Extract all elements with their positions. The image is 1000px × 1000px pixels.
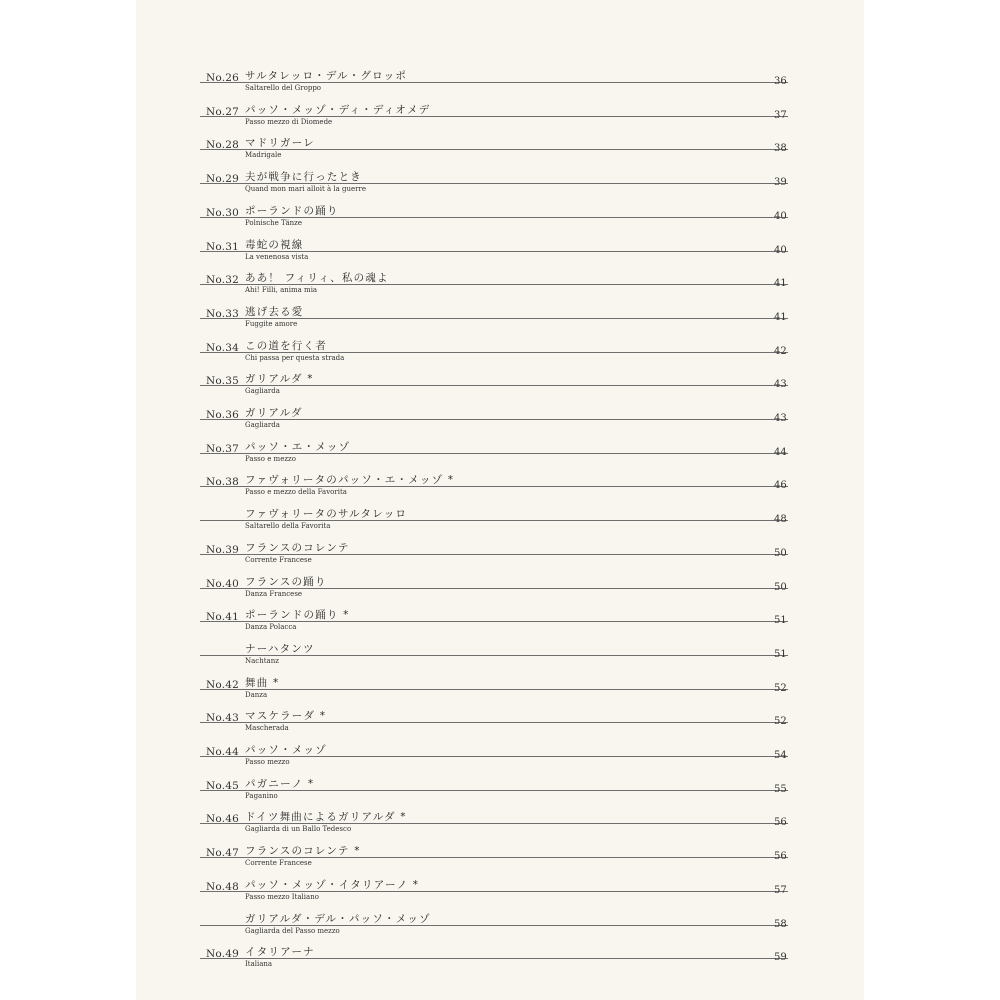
toc-entry [200,607,788,641]
entry-number: No.34 [206,341,240,354]
entry-japanese-title: 逃げ去る愛 [245,305,304,318]
leader-rule [200,891,788,892]
toc-entry [200,304,788,338]
entry-page-number: 48 [774,514,787,526]
entry-page-number: 38 [774,143,787,155]
entry-japanese-title: ファヴォリータのパッソ・エ・メッゾ * [245,474,455,487]
entry-original-title: Paganino [245,791,278,800]
leader-rule [200,925,788,926]
entry-page-number: 59 [774,952,787,964]
entry-page-number: 43 [774,379,787,391]
entry-page-number: 58 [774,918,787,930]
entry-original-title: Saltarello della Favorita [245,522,331,531]
entry-japanese-title: この道を行く者 [245,339,327,352]
entry-japanese-title: フランスの踊り [245,575,327,588]
entry-page-number: 41 [774,278,787,290]
entry-page-number: 41 [774,311,787,323]
entry-number: No.29 [206,173,240,186]
toc-entry [200,135,788,169]
leader-rule [200,486,788,487]
entry-original-title: Chi passa per questa strada [245,353,345,362]
entry-number: No.31 [206,240,240,253]
leader-rule [200,116,788,117]
leader-rule [200,857,788,858]
toc-entry [200,506,788,540]
entry-japanese-title: ああ！ フィリィ、私の魂よ [245,272,389,285]
table-of-contents [136,0,864,1000]
toc-entry [200,237,788,271]
entry-page-number: 42 [774,345,787,357]
entry-number: No.44 [206,746,240,758]
leader-rule [200,385,788,386]
entry-original-title: Gagliarda [245,421,280,429]
entry-number: No.46 [206,813,240,826]
document-page [136,0,864,1000]
entry-original-title: Nachtanz [245,656,279,665]
leader-rule [200,756,788,757]
entry-number: No.42 [206,678,240,691]
toc-entry [200,675,788,709]
entry-original-title: Fuggite amore [245,319,298,328]
toc-entry [200,540,788,574]
entry-page-number: 56 [774,851,787,863]
entry-japanese-title: パガニーノ * [245,777,315,790]
entry-japanese-title: フランスのコレンテ * [245,845,361,858]
entry-original-title: Ahi! Filli, anima mia [245,286,318,295]
leader-rule [200,790,788,791]
entry-number: No.43 [206,712,240,725]
entry-page-number: 40 [774,244,787,256]
toc-entry [200,742,788,776]
leader-rule [200,284,788,285]
toc-entry [200,169,788,203]
leader-rule [200,149,788,150]
entry-original-title: Polnische Tänze [245,218,302,227]
entry-page-number: 52 [774,716,787,728]
toc-entry [200,877,788,911]
entry-japanese-title: ポーランドの踊り * [245,609,350,622]
leader-rule [200,520,788,521]
entry-original-title: La venenosa vista [245,252,309,261]
leader-rule [200,183,788,184]
entry-page-number: 44 [774,446,787,458]
toc-entry [200,405,788,439]
entry-number: No.33 [206,307,240,320]
entry-japanese-title: イタリアーナ [245,946,315,959]
entry-japanese-title: パッソ・メッゾ・ディ・ディオメデ [245,103,431,116]
entry-page-number: 39 [774,177,787,189]
entry-original-title: Passo mezzo Italiano [245,892,319,901]
toc-entry [200,911,788,945]
entry-original-title: Gagliarda di un Ballo Tedesco [245,825,352,834]
entry-page-number: 50 [774,547,787,559]
leader-rule [200,588,788,589]
entry-number: No.38 [206,476,240,489]
toc-entry [200,68,788,102]
toc-entry [200,944,788,978]
entry-original-title: Madrigale [245,151,282,160]
entry-japanese-title: マドリガーレ [245,137,315,150]
leader-rule [200,958,788,959]
toc-entry [200,641,788,675]
leader-rule [200,554,788,555]
leader-rule [200,621,788,622]
toc-entry [200,270,788,304]
entry-japanese-title: 夫が戦争に行ったとき [245,171,362,184]
toc-entry [200,472,788,506]
entry-original-title: Italiana [245,960,273,969]
entry-number: No.40 [206,577,240,590]
toc-entry [200,843,788,877]
entry-number: No.36 [206,409,240,421]
entry-page-number: 40 [774,210,787,222]
entry-number: No.45 [206,779,240,792]
leader-rule [200,318,788,319]
entry-number: No.37 [206,442,240,455]
entry-number: No.49 [206,948,240,961]
entry-page-number: 54 [774,750,787,761]
entry-japanese-title: パッソ・メッゾ・イタリアーノ * [245,878,420,891]
entry-japanese-title: ファヴォリータのサルタレッロ [245,508,408,521]
entry-original-title: Danza Francese [245,589,303,598]
entry-page-number: 55 [774,783,787,795]
entry-page-number: 50 [774,581,787,593]
entry-original-title: Passo mezzo [245,758,290,766]
toc-entry [200,776,788,810]
leader-rule [200,453,788,454]
leader-rule [200,251,788,252]
entry-page-number: 51 [774,648,787,660]
toc-entry [200,371,788,405]
leader-rule [200,689,788,690]
leader-rule [200,823,788,824]
leader-rule [200,217,788,218]
entry-original-title: Danza [245,690,268,699]
entry-japanese-title: サルタレッロ・デル・グロッポ [245,70,408,82]
entry-number: No.47 [206,847,240,860]
entry-japanese-title: パッソ・エ・メッゾ [245,440,351,453]
entry-original-title: Gagliarda del Passo mezzo [245,926,340,935]
entry-number: No.28 [206,139,240,152]
toc-entry [200,338,788,372]
entry-japanese-title: 舞曲 * [245,676,280,689]
toc-entry [200,102,788,136]
entry-japanese-title: ポーランドの踊り [245,204,339,217]
entry-japanese-title: マスケラーダ * [245,710,327,723]
entry-number: No.48 [206,880,240,893]
entry-japanese-title: ドイツ舞曲によるガリアルダ * [245,811,407,824]
entry-page-number: 43 [774,413,787,424]
entry-page-number: 37 [774,109,787,121]
entry-original-title: Mascherada [245,724,289,733]
leader-rule [200,419,788,420]
entry-original-title: Danza Polacca [245,623,297,632]
entry-original-title: Quand mon mari alloit à la guerre [245,185,366,194]
entry-number: No.35 [206,375,240,388]
entry-number: No.39 [206,543,240,556]
entry-japanese-title: ガリアルダ・デル・パッソ・メッゾ [245,912,431,925]
entry-original-title: Corrente Francese [245,555,312,564]
entry-japanese-title: パッソ・メッゾ [245,744,327,756]
entry-page-number: 51 [774,615,787,627]
entry-japanese-title: 毒蛇の視線 [245,238,304,251]
entry-number: No.41 [206,611,240,624]
entry-original-title: Corrente Francese [245,859,312,868]
toc-entry [200,203,788,237]
entry-japanese-title: ナーハタンツ [245,642,315,655]
entry-original-title: Saltarello del Groppo [245,84,322,92]
entry-number: No.26 [206,72,240,84]
entry-original-title: Passo e mezzo [245,454,296,463]
leader-rule [200,655,788,656]
entry-japanese-title: ガリアルダ [245,407,303,419]
entry-page-number: 52 [774,682,787,694]
toc-entry [200,708,788,742]
entry-page-number: 46 [774,480,787,492]
entry-japanese-title: フランスのコレンテ [245,541,350,554]
entry-page-number: 57 [774,884,787,896]
leader-rule [200,82,788,83]
entry-original-title: Passo e mezzo della Favorita [245,488,347,497]
entry-number: No.32 [206,274,240,287]
entry-number: No.27 [206,105,240,118]
toc-entry [200,574,788,608]
entry-number: No.30 [206,206,240,219]
entry-japanese-title: ガリアルダ * [245,373,314,386]
toc-entry [200,439,788,473]
entry-page-number: 36 [774,76,787,87]
toc-entry [200,809,788,843]
entry-original-title: Gagliarda [245,387,280,396]
leader-rule [200,722,788,723]
entry-original-title: Passo mezzo di Diomede [245,117,333,126]
entry-page-number: 56 [774,817,787,829]
leader-rule [200,352,788,353]
